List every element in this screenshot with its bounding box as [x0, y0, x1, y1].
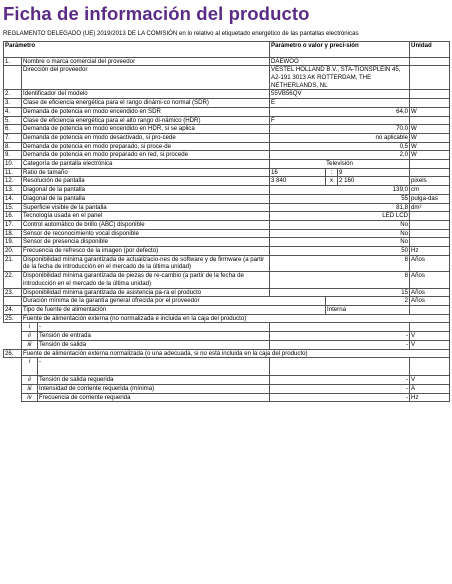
- row-number: 18.: [4, 229, 22, 238]
- table-row: [4, 151, 450, 160]
- row-value: 64,0: [270, 107, 410, 116]
- row-value: 2: [326, 297, 410, 306]
- row-unit: W: [410, 107, 450, 116]
- row-number: 23.: [4, 288, 22, 297]
- table-row: [4, 314, 450, 323]
- row-unit: [410, 358, 450, 376]
- row-label: Superficie visible de la pantalla: [22, 203, 270, 212]
- table-row: [4, 247, 450, 256]
- row-number: 17.: [4, 220, 22, 229]
- value-part-2: 2 160: [338, 177, 410, 186]
- row-unit: Hz: [410, 247, 450, 256]
- spec-table: [3, 41, 450, 403]
- table-row: [4, 194, 450, 203]
- table-row: [4, 384, 450, 393]
- row-unit: [410, 160, 450, 169]
- row-label: Disponibilidad mínima garantizada de asistencia pa-ra el producto: [22, 288, 270, 297]
- row-unit: pulga-das: [410, 194, 450, 203]
- table-row: [4, 305, 450, 314]
- row-value: 8: [270, 255, 410, 271]
- sub-index: i: [22, 358, 38, 376]
- row-value: [270, 323, 410, 332]
- row-unit: dm²: [410, 203, 450, 212]
- row-unit: [410, 229, 450, 238]
- row-label: Clase de eficiencia energética para el rango dinámi-co normal (SDR): [22, 99, 270, 108]
- table-row: [4, 288, 450, 297]
- row-number: 21.: [4, 255, 22, 271]
- row-value: 0,5: [270, 142, 410, 151]
- row-number: 1.: [4, 57, 22, 66]
- row-number: 11.: [4, 168, 22, 177]
- table-row: [4, 142, 450, 151]
- table-row: [4, 349, 450, 358]
- table-row: [4, 376, 450, 385]
- row-value: LED LCD: [270, 212, 410, 221]
- sub-index: ii: [22, 332, 38, 341]
- header-parametro: Parámetro: [4, 41, 270, 57]
- row-value: -: [270, 340, 410, 349]
- row-label: Frecuencia de corriente requerida: [38, 393, 270, 402]
- row-unit: pixels: [410, 177, 450, 186]
- table-row: [4, 358, 450, 376]
- row-number: 25.: [4, 314, 22, 323]
- row-unit: [410, 238, 450, 247]
- row-number: 5.: [4, 116, 22, 125]
- sub-index: iii: [22, 340, 38, 349]
- row-label: Tipo de fuente de alimentación: [22, 305, 326, 314]
- row-value: 81,8: [270, 203, 410, 212]
- row-value: No: [270, 229, 410, 238]
- row-number: [4, 66, 22, 90]
- table-row: [4, 255, 450, 271]
- row-unit: [410, 168, 450, 177]
- row-number: 26.: [4, 349, 22, 358]
- table-row: [4, 90, 450, 99]
- row-label: Demanda de potencia en modo encendido en HDR, si se aplica: [22, 125, 270, 134]
- row-unit: Años: [410, 272, 450, 288]
- row-label: Sensor de presencia disponible: [22, 238, 270, 247]
- row-unit: [410, 323, 450, 332]
- row-number: 13.: [4, 186, 22, 195]
- row-unit: V: [410, 376, 450, 385]
- row-value: -: [270, 384, 410, 393]
- table-row: [4, 66, 450, 90]
- row-label: Intensidad de corriente requerida (mínima): [38, 384, 270, 393]
- table-row: [4, 297, 450, 306]
- row-unit: [410, 220, 450, 229]
- table-row: [4, 229, 450, 238]
- row-unit: [410, 116, 450, 125]
- row-label: Tensión de entrada: [38, 332, 270, 341]
- row-value: No: [270, 238, 410, 247]
- row-label: Clase de eficiencia energética para el alto rango di-námico (HDR): [22, 116, 270, 125]
- row-unit: V: [410, 340, 450, 349]
- row-value: 50: [270, 247, 410, 256]
- row-value: DAEWOO: [270, 57, 410, 66]
- table-row: [4, 116, 450, 125]
- table-row: [4, 203, 450, 212]
- row-number: 2.: [4, 90, 22, 99]
- row-value: -: [270, 393, 410, 402]
- row-label: Fuente de alimentación externa normalizada (o una adecuada, si no está incluida en la caja del producto): [22, 349, 450, 358]
- row-label: Resolución de pantalla: [22, 177, 270, 186]
- row-unit: W: [410, 125, 450, 134]
- row-value: -: [270, 332, 410, 341]
- row-number: 6.: [4, 125, 22, 134]
- row-number: 4.: [4, 107, 22, 116]
- row-number-empty: [4, 332, 22, 341]
- row-number: 7.: [4, 133, 22, 142]
- table-row: [4, 99, 450, 108]
- table-row: [4, 186, 450, 195]
- row-label: Dirección del proveedor: [22, 66, 270, 90]
- row-unit: [410, 66, 450, 90]
- row-value: 139,0: [270, 186, 410, 195]
- table-row: [4, 272, 450, 288]
- row-label: Ratio de tamaño: [22, 168, 270, 177]
- value-part-2: 9: [338, 168, 410, 177]
- row-label: Tecnología usada en el panel: [22, 212, 270, 221]
- row-unit: W: [410, 151, 450, 160]
- row-value: no aplicable: [270, 133, 410, 142]
- row-label: Tensión de salida: [38, 340, 270, 349]
- table-row: [4, 340, 450, 349]
- row-number: [4, 297, 22, 306]
- row-label: -: [38, 358, 270, 376]
- row-label: Demanda de potencia en modo desactivado, si pro-cede: [22, 133, 270, 142]
- table-header-row: [4, 41, 450, 57]
- row-number-empty: [4, 376, 22, 385]
- row-unit: [410, 99, 450, 108]
- row-value: No: [270, 220, 410, 229]
- table-row: [4, 160, 450, 169]
- row-label: Frecuencia de refresco de la imagen (por defecto): [22, 247, 270, 256]
- row-unit: Hz: [410, 393, 450, 402]
- row-label: Control automático de brillo (ABC) disponible: [22, 220, 270, 229]
- row-number-empty: [4, 323, 22, 332]
- table-row: [4, 393, 450, 402]
- row-label: Diagonal de la pantalla: [22, 194, 270, 203]
- row-label: Disponibilidad mínima garantizada de actualizacio-nes de software y de firmware (a partir de la fecha de introducción en el mercado de la última unidad): [22, 255, 270, 271]
- sub-index: iv: [22, 393, 38, 402]
- table-row: [4, 212, 450, 221]
- row-unit: cm: [410, 186, 450, 195]
- row-label: Tensión de salida requerida: [38, 376, 270, 385]
- row-value: 15: [270, 288, 410, 297]
- row-number-empty: [4, 393, 22, 402]
- sub-index: ii: [22, 376, 38, 385]
- value-separator: x: [326, 177, 338, 186]
- row-unit: [410, 305, 450, 314]
- row-label: Duración mínima de la garantía general ofrecida por el proveedor: [22, 297, 326, 306]
- regulation-note: REGLAMENTO DELEGADO (UE) 2019/2013 DE LA COMISIÓN en lo relativo al etiquetado energético de las pantallas electrónicas: [3, 30, 359, 37]
- header-valor: Parámetro o valor y preci-sión: [270, 41, 410, 57]
- row-label: Categoría de pantalla electrónica: [22, 160, 270, 169]
- table-row: [4, 238, 450, 247]
- value-part-1: 16: [270, 168, 326, 177]
- table-row: [4, 107, 450, 116]
- row-label: Diagonal de la pantalla: [22, 186, 270, 195]
- row-value: [270, 358, 410, 376]
- row-value: 8: [270, 272, 410, 288]
- row-value: 70,0: [270, 125, 410, 134]
- row-value: E: [270, 99, 410, 108]
- table-row: [4, 220, 450, 229]
- row-label: Demanda de potencia en modo preparado, si proce-de: [22, 142, 270, 151]
- table-row: [4, 133, 450, 142]
- row-label: Demanda de potencia en modo encendido en SDR: [22, 107, 270, 116]
- table-row: [4, 332, 450, 341]
- row-value: Televisión: [270, 160, 410, 169]
- row-value: VESTEL HOLLAND B.V., STA-TIONSPLEIN 45, A2-191 3013 AK ROTTERDAM, THE NETHERLANDS, NL: [270, 66, 410, 90]
- table-row: [4, 323, 450, 332]
- row-number: 12.: [4, 177, 22, 186]
- table-row: [4, 125, 450, 134]
- row-number: 15.: [4, 203, 22, 212]
- header-unidad: Unidad: [410, 41, 450, 57]
- row-unit: [410, 212, 450, 221]
- sub-index: iii: [22, 384, 38, 393]
- row-number: 3.: [4, 99, 22, 108]
- row-unit: Años: [410, 297, 450, 306]
- row-number: 19.: [4, 238, 22, 247]
- row-unit: [410, 90, 450, 99]
- row-number-empty: [4, 384, 22, 393]
- table-row: [4, 177, 450, 186]
- row-unit: V: [410, 332, 450, 341]
- row-unit: W: [410, 133, 450, 142]
- row-number: 8.: [4, 142, 22, 151]
- row-label: Fuente de alimentación externa (no normalizada e incluida en la caja del producto): [22, 314, 450, 323]
- row-unit: A: [410, 384, 450, 393]
- row-label: Sensor de reconocimiento vocal disponible: [22, 229, 270, 238]
- row-value: 2,0: [270, 151, 410, 160]
- row-number-empty: [4, 340, 22, 349]
- row-unit: Años: [410, 288, 450, 297]
- value-separator: :: [326, 168, 338, 177]
- row-label: Disponibilidad mínima garantizada de piezas de re-cambio (a partir de la fecha de introducción en el mercado de la última unidad): [22, 272, 270, 288]
- row-number: 14.: [4, 194, 22, 203]
- row-value: 55VB56QV: [270, 90, 410, 99]
- row-number: 10.: [4, 160, 22, 169]
- row-value: F: [270, 116, 410, 125]
- row-value: Interna: [326, 305, 410, 314]
- table-row: [4, 168, 450, 177]
- row-label: Identificador del modelo: [22, 90, 270, 99]
- row-number: 20.: [4, 247, 22, 256]
- row-number: 16.: [4, 212, 22, 221]
- row-number: 9.: [4, 151, 22, 160]
- row-label: Nombre o marca comercial del proveedor: [22, 57, 270, 66]
- row-value: -: [270, 376, 410, 385]
- value-part-1: 3 840: [270, 177, 326, 186]
- page-title: Ficha de información del producto: [3, 3, 310, 24]
- sub-index: i: [22, 323, 38, 332]
- row-number: 24.: [4, 305, 22, 314]
- row-unit: Años: [410, 255, 450, 271]
- row-unit: W: [410, 142, 450, 151]
- row-label: -: [38, 323, 270, 332]
- row-unit: [410, 57, 450, 66]
- table-row: [4, 57, 450, 66]
- row-number: 22.: [4, 272, 22, 288]
- row-value: 55: [270, 194, 410, 203]
- row-number-empty: [4, 358, 22, 376]
- row-label: Demanda de potencia en modo preparado en red, si procede: [22, 151, 270, 160]
